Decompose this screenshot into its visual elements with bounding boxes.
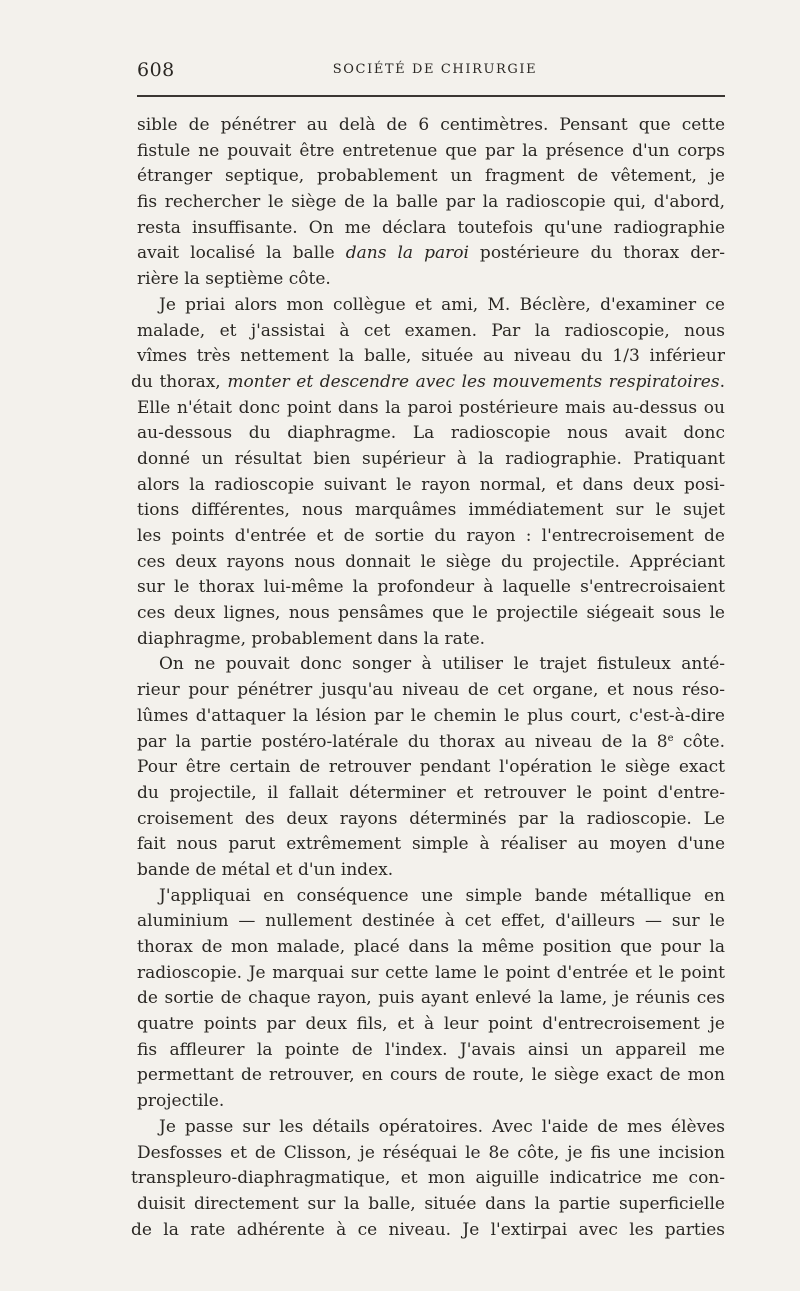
page-number: 608 [137, 59, 175, 81]
paragraph-first-line: On ne pouvait donc songer à utiliser le trajet fistuleux anté- [159, 654, 725, 675]
running-head: SOCIÉTÉ DE CHIRURGIE [332, 62, 538, 77]
text-line: transpleuro-diaphragmatique, et mon aiguille indicatrice me con- [131, 1168, 725, 1189]
page-header [137, 58, 725, 82]
text-line: permettant de retrouver, en cours de route, le siège exact de mon [137, 1065, 725, 1086]
text-line: ces deux lignes, nous pensâmes que le projectile siégeait sous le [137, 603, 725, 624]
header-rule [137, 95, 725, 97]
text-line: de sortie de chaque rayon, puis ayant enlevé la lame, je réunis ces [137, 988, 725, 1009]
text-line: étranger septique, probablement un fragment de vêtement, je [137, 166, 725, 187]
text-line: les points d'entrée et de sortie du rayon : l'entrecroisement de [137, 526, 725, 546]
text-segment: postérieure du thorax der- [468, 243, 725, 264]
text-segment: par la partie postéro-latérale du thorax au niveau de la 8 [137, 731, 668, 752]
paragraph-first-line: Je passe sur les détails opératoires. Avec l'aide de mes élèves [159, 1116, 725, 1137]
ordinal-superscript: e [667, 732, 674, 744]
text-line: croisement des deux rayons déterminés par la radioscopie. Le [137, 808, 725, 829]
text-line: diaphragme, probablement dans la rate. [137, 628, 486, 649]
text-line: bande de métal et d'un index. [137, 859, 394, 880]
text-line: projectile. [137, 1091, 225, 1112]
text-line: Desfosses et de Clisson, je réséquai le 8e côte, je fis une incision [137, 1142, 725, 1163]
text-segment: . [719, 371, 725, 392]
text-line: rieur pour pénétrer jusqu'au niveau de cet organe, et nous réso- [137, 680, 725, 701]
paragraph-first-line: Je priai alors mon collègue et ami, M. Béclère, d'examiner ce [159, 294, 725, 315]
text-line: duisit directement sur la balle, située dans la partie superficielle [137, 1193, 725, 1214]
text-line: resta insuffisante. On me déclara toutefois qu'une radiographie [137, 217, 725, 238]
text-segment: du thorax, [131, 371, 228, 392]
text-line [137, 730, 725, 756]
text-line: fis affleurer la pointe de l'index. J'avais ainsi un appareil me [137, 1039, 725, 1060]
text-line: sur le thorax lui-même la profondeur à laquelle s'entrecroisaient [137, 577, 725, 598]
text-line: Pour être certain de retrouver pendant l'opération le siège exact [137, 757, 725, 778]
text-line: tions différentes, nous marquâmes immédiatement sur le sujet [137, 500, 725, 521]
text-line: malade, et j'assistai à cet examen. Par la radioscopie, nous [137, 320, 725, 341]
italic-segment: dans la paroi [345, 243, 469, 264]
text-line: fait nous parut extrêmement simple à réaliser au moyen d'une [137, 834, 725, 855]
text-line: alors la radioscopie suivant le rayon normal, et dans deux posi- [137, 474, 725, 495]
text-line: fistule ne pouvait être entretenue que par la présence d'un corps [137, 140, 725, 161]
text-line: Elle n'était donc point dans la paroi postérieure mais au-dessus ou [137, 397, 725, 418]
text-segment: avait localisé la balle [137, 243, 346, 264]
paragraph-first-line: J'appliquai en conséquence une simple bande métallique en [159, 885, 725, 906]
text-line: quatre points par deux fils, et à leur point d'entrecroisement je [137, 1014, 725, 1035]
text-line: rière la septième côte. [137, 269, 331, 290]
text-line: donné un résultat bien supérieur à la radiographie. Pratiquant [137, 448, 725, 469]
text-line: fis rechercher le siège de la balle par la radioscopie qui, d'abord, [137, 192, 725, 213]
text-line: radioscopie. Je marquai sur cette lame le point d'entrée et le point [137, 962, 725, 983]
text-segment: côte. [673, 731, 725, 752]
text-line: sible de pénétrer au delà de 6 centimètres. Pensant que cette [137, 115, 725, 135]
text-line: aluminium — nullement destinée à cet effet, d'ailleurs — sur le [137, 911, 725, 932]
body-text [131, 113, 725, 1243]
text-line: au-dessous du diaphragme. La radioscopie nous avait donc [137, 423, 725, 444]
text-line: lûmes d'attaquer la lésion par le chemin le plus court, c'est-à-dire [137, 705, 725, 726]
italic-segment: monter et descendre avec les mouvements respiratoires [227, 371, 720, 392]
text-line: du projectile, il fallait déterminer et retrouver le point d'entre- [137, 782, 725, 803]
text-line [137, 241, 725, 267]
text-line: de la rate adhérente à ce niveau. Je l'extirpai avec les parties [131, 1219, 725, 1240]
text-line: ces deux rayons nous donnait le siège du projectile. Appréciant [137, 551, 725, 572]
text-line [131, 370, 725, 396]
text-line: vîmes très nettement la balle, située au niveau du 1/3 inférieur [137, 346, 725, 367]
text-line: thorax de mon malade, placé dans la même position que pour la [137, 937, 725, 957]
